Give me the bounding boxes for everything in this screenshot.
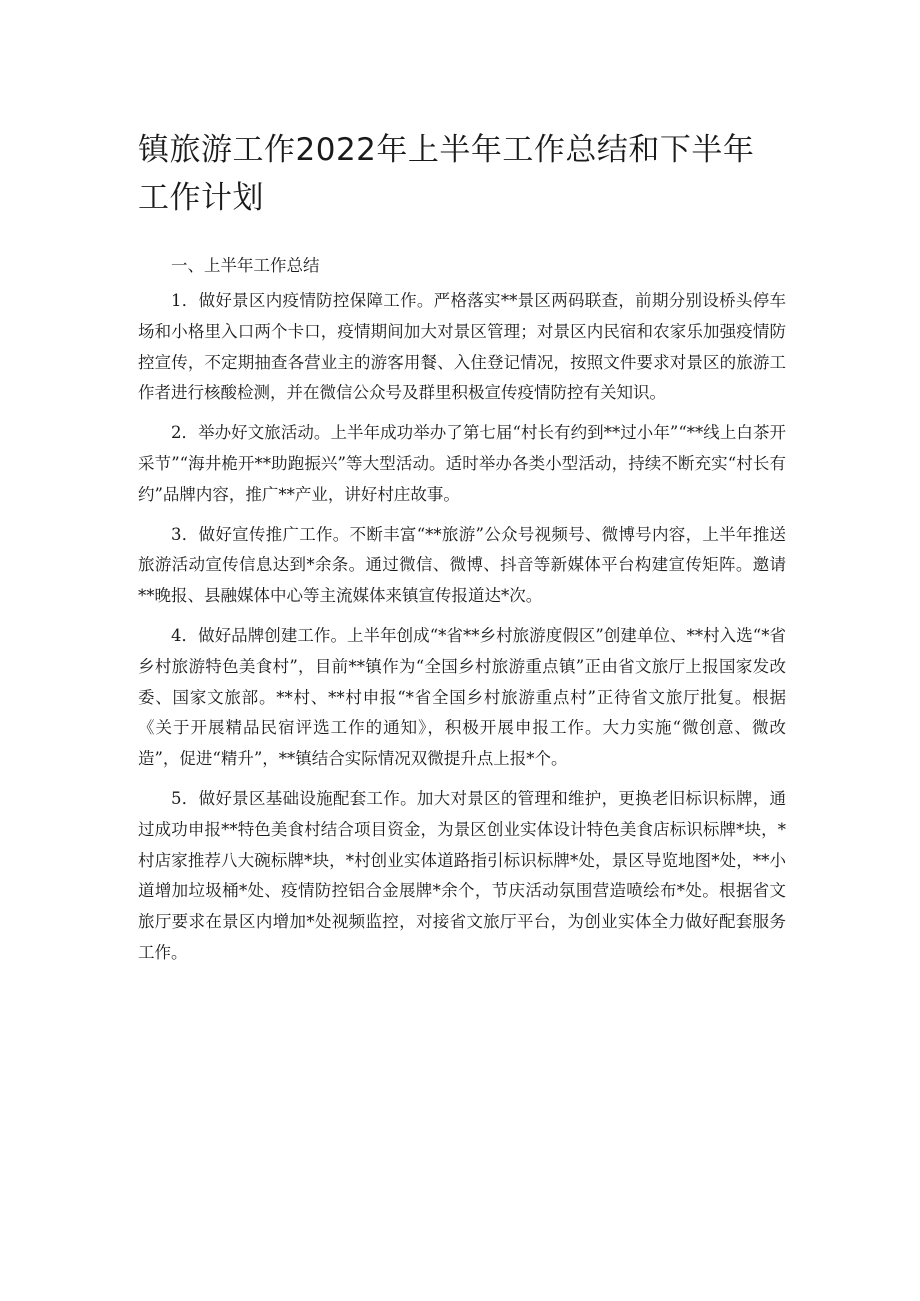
section-heading: 一、上半年工作总结 [171,256,320,275]
document-title: 镇旅游工作2022年上半年工作总结和下半年工作计划 [138,132,755,216]
document-body [138,248,786,978]
paragraph-3: 3．做好宣传推广工作。不断丰富“**旅游”公众号视频号、微博号内容，上半年推送旅游活动宣传信息达到*余条。通过微信、微博、抖音等新媒体平台构建宣传矩阵。邀请**晚报、县融媒体中心等主流媒体来镇宣传报道达*次。 [138,524,786,606]
paragraph-4: 4．做好品牌创建工作。上半年创成“*省**乡村旅游度假区”创建单位、**村入选“*省乡村旅游特色美食村”，目前**镇作为“全国乡村旅游重点镇”正由省文旅厅上报国家发改委、国家文旅部。**村、**村申报“*省全国乡村旅游重点村”正待省文旅厅批复。根据《关于开展精品民宿评选工作的通知》，积极开展申报工作。大力实施“微创意、微改造”，促进“精升”，**镇结合实际情况双微提升点上报*个。 [138,625,786,769]
paragraph-2: 2．举办好文旅活动。上半年成功举办了第七届“村长有约到**过小年”“**线上白茶开采节”“海井桅开**助跑振兴”等大型活动。适时举办各类小型活动，持续不断充实“村长有约”品牌内容，推广**产业，讲好村庄故事。 [138,423,786,504]
paragraph-5: 5．做好景区基础设施配套工作。加大对景区的管理和维护，更换老旧标识标牌，通过成功申报**特色美食村结合项目资金，为景区创业实体设计特色美食店标识标牌*块，*村店家推荐八大碗标牌*块，*村创业实体道路指引标识标牌*处，景区导览地图*处，**小道增加垃圾桶*处、疫情防控铝合金展牌*余个，节庆活动氛围营造喷绘布*处。根据省文旅厅要求在景区内增加*处视频监控，对接省文旅厅平台，为创业实体全力做好配套服务工作。 [138,788,786,962]
paragraph-1: 1．做好景区内疫情防控保障工作。严格落实**景区两码联查，前期分别设桥头停车场和小格里入口两个卡口，疫情期间加大对景区管理；对景区内民宿和农家乐加强疫情防控宣传，不定期抽查各营业主的游客用餐、入住登记情况，按照文件要求对景区的旅游工作者进行核酸检测，并在微信公众号及群里积极宣传疫情防控有关知识。 [138,291,786,403]
